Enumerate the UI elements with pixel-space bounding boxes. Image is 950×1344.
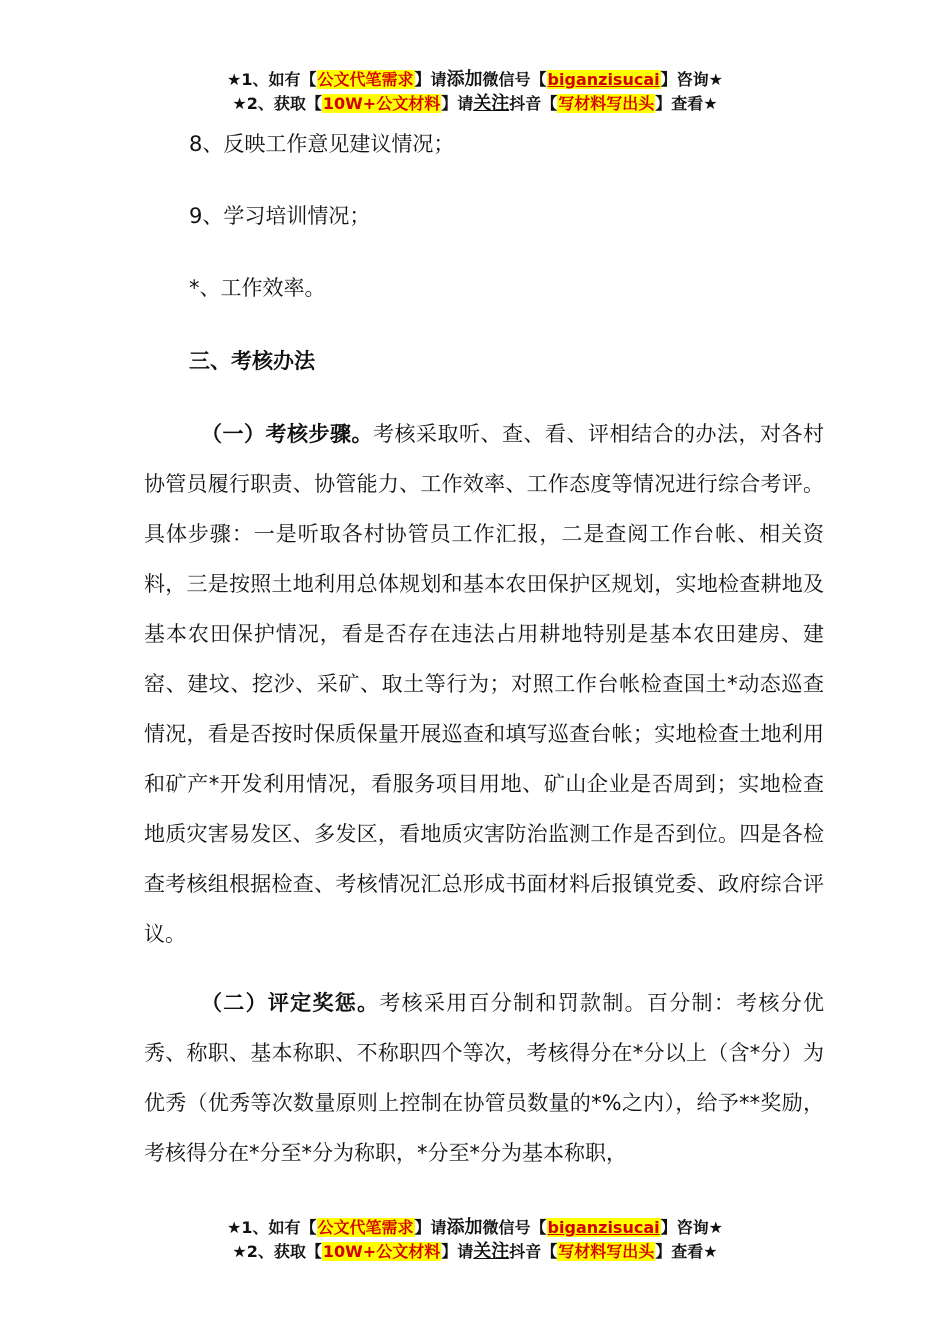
banner-line-1	[0, 68, 950, 92]
banner-highlight: 写材料写出头	[558, 1242, 655, 1261]
banner-line-2	[0, 92, 950, 116]
banner-line-1	[0, 1216, 950, 1240]
banner-emphasis: 关注	[473, 1241, 510, 1262]
list-item: 9、学习培训情况；	[189, 204, 371, 228]
banner-text: ★1、如有【	[227, 1218, 317, 1237]
banner-emphasis: 添加	[446, 1217, 483, 1238]
banner-emphasis: 添加	[446, 69, 483, 90]
banner-text: 】请	[441, 94, 474, 113]
banner-text: ★1、如有【	[227, 70, 317, 89]
banner-text: 抖音【	[509, 1242, 558, 1261]
paragraph-lead: （一）考核步骤。	[201, 422, 373, 446]
banner-wechat-id: biganzisucai	[547, 70, 660, 89]
banner-text: 微信号【	[482, 70, 547, 89]
banner-highlight: 公文代笔需求	[317, 70, 414, 89]
banner-text: 】查看★	[655, 94, 718, 113]
banner-text: 】请	[414, 70, 447, 89]
promo-banner-top	[0, 68, 950, 116]
banner-text: 】咨询★	[660, 70, 723, 89]
list-item: *、工作效率。	[189, 276, 326, 300]
banner-text: 抖音【	[509, 94, 558, 113]
banner-highlight: 10W+公文材料	[322, 1242, 441, 1261]
paragraph-body: 考核采用百分制和罚款制。百分制：考核分优秀、称职、基本称职、不称职四个等次，考核得分在*分以上（含*分）为优秀（优秀等次数量原则上控制在协管员数量的*%之内），给予**奖励，考核得分在*分至*分为称职，*分至*分为基本称职，	[144, 991, 825, 1165]
banner-highlight: 写材料写出头	[558, 94, 655, 113]
promo-banner-bottom	[0, 1216, 950, 1264]
banner-text: 】请	[441, 1242, 474, 1261]
banner-text: 】查看★	[655, 1242, 718, 1261]
banner-wechat-id: biganzisucai	[547, 1218, 660, 1237]
paragraph-body: 考核采取听、查、看、评相结合的办法，对各村协管员履行职责、协管能力、工作效率、工作态度等情况进行综合考评。具体步骤：一是听取各村协管员工作汇报，二是查阅工作台帐、相关资料，三是按照土地利用总体规划和基本农田保护区规划，实地检查耕地及基本农田保护情况，看是否存在违法占用耕地特别是基本农田建房、建窑、建坟、挖沙、采矿、取土等行为；对照工作台帐检查国土*动态巡查情况，看是否按时保质保量开展巡查和填写巡查台帐；实地检查土地利用和矿产*开发利用情况，看服务项目用地、矿山企业是否周到；实地检查地质灾害易发区、多发区，看地质灾害防治监测工作是否到位。四是各检查考核组根据检查、考核情况汇总形成书面材料后报镇党委、政府综合评议。	[144, 422, 824, 946]
paragraph-rewards-penalties	[144, 978, 824, 1178]
banner-text: 】咨询★	[660, 1218, 723, 1237]
banner-highlight: 10W+公文材料	[322, 94, 441, 113]
banner-highlight: 公文代笔需求	[317, 1218, 414, 1237]
banner-line-2	[0, 1240, 950, 1264]
banner-emphasis: 关注	[473, 93, 510, 114]
paragraph-assessment-steps	[144, 409, 824, 959]
banner-text: ★2、获取【	[232, 94, 322, 113]
section-heading: 三、考核办法	[189, 349, 315, 373]
banner-text: ★2、获取【	[232, 1242, 322, 1261]
paragraph-lead: （二）评定奖惩。	[201, 991, 380, 1015]
banner-text: 】请	[414, 1218, 447, 1237]
banner-text: 微信号【	[482, 1218, 547, 1237]
list-item: 8、反映工作意见建议情况；	[189, 132, 455, 156]
